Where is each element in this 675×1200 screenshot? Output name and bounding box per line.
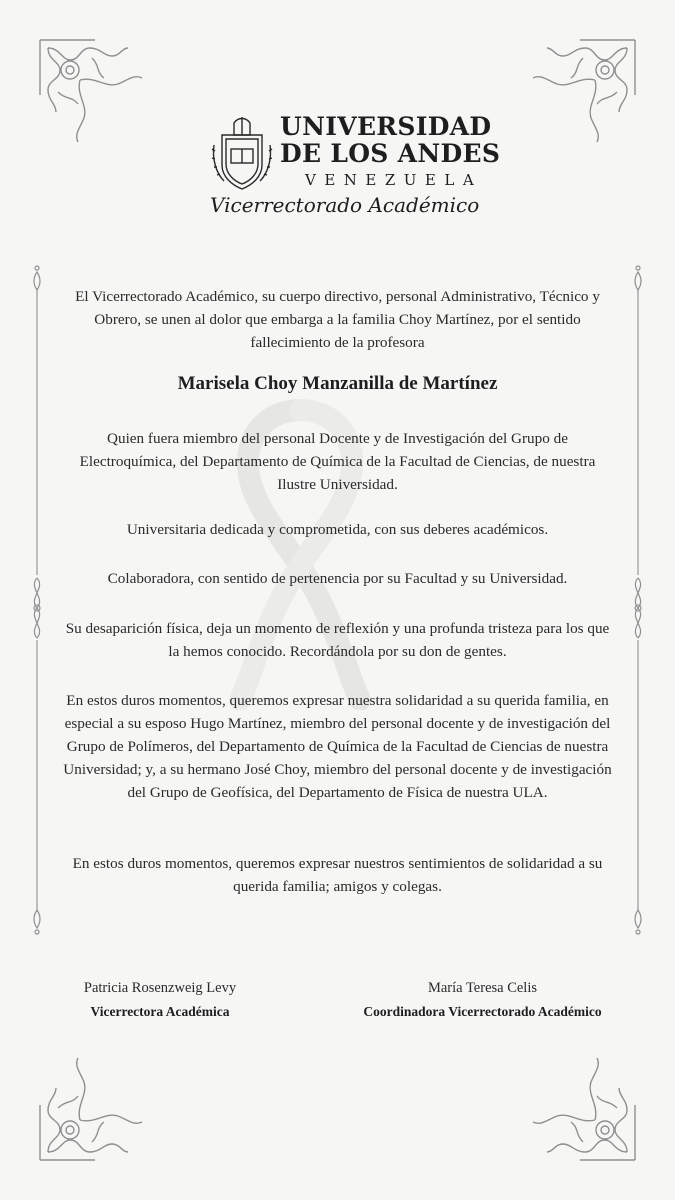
intro-paragraph: El Vicerrectorado Académico, su cuerpo directivo, personal Administrativo, Técnico y Obrero, se unen al dolor que embarga a la familia Choy Martínez, por el sentido fallecimiento de la profesora bbox=[75, 288, 600, 351]
paragraph-dedication: Universitaria dedicada y comprometida, con sus deberes académicos. bbox=[126, 521, 549, 538]
signature-name-right: María Teresa Celis bbox=[427, 980, 538, 996]
paragraph-solidarity: En estos duros momentos, queremos expresar nuestra solidaridad a su querida familia, en especial a su esposo Hugo Martínez, miembro del personal docente y de investigación del Grupo de Polímeros, del Departamento de Química de la Facultad de Ciencias de nuestra Universidad; y, a su hermano José Choy, miembro del personal docente y de investigación del Grupo de Geofísica, del Departamento de Física de nuestra ULA. bbox=[63, 692, 612, 801]
university-seal-icon bbox=[210, 115, 274, 193]
paragraph-closing: En estos duros momentos, queremos expresar nuestros sentimientos de solidaridad a su querida familia; amigos y colegas. bbox=[72, 855, 603, 895]
paragraph-affiliation: Quien fuera miembro del personal Docente y de Investigación del Grupo de Electroquímica, del Departamento de Química de la Facultad de Ciencias, de nuestra Ilustre Universidad. bbox=[79, 430, 596, 493]
signature-role-left: Vicerrectora Académica bbox=[90, 1004, 230, 1019]
university-name-line2: DE LOS ANDES bbox=[280, 139, 501, 168]
office-title: Vicerrectorado Académico bbox=[210, 193, 480, 217]
signature-role-right: Coordinadora Vicerrectorado Académico bbox=[363, 1004, 602, 1019]
paragraph-collaboration: Colaboradora, con sentido de pertenencia por su Facultad y su Universidad. bbox=[107, 570, 568, 587]
country-label: VENEZUELA bbox=[305, 171, 483, 189]
corner-ornament-bottom-left-icon bbox=[40, 1058, 142, 1160]
corner-ornament-top-right-icon bbox=[533, 40, 635, 142]
signature-name-left: Patricia Rosenzweig Levy bbox=[83, 980, 237, 996]
deceased-name: Marisela Choy Manzanilla de Martínez bbox=[177, 373, 498, 394]
university-name-line1: UNIVERSIDAD bbox=[280, 112, 492, 141]
corner-ornament-top-left-icon bbox=[40, 40, 142, 142]
university-logo bbox=[205, 112, 501, 223]
corner-ornament-bottom-right-icon bbox=[533, 1058, 635, 1160]
paragraph-reflection: Su desaparición física, deja un momento de reflexión y una profunda tristeza para los que la hemos conocido. Recordándola por su don de gentes. bbox=[65, 620, 610, 660]
